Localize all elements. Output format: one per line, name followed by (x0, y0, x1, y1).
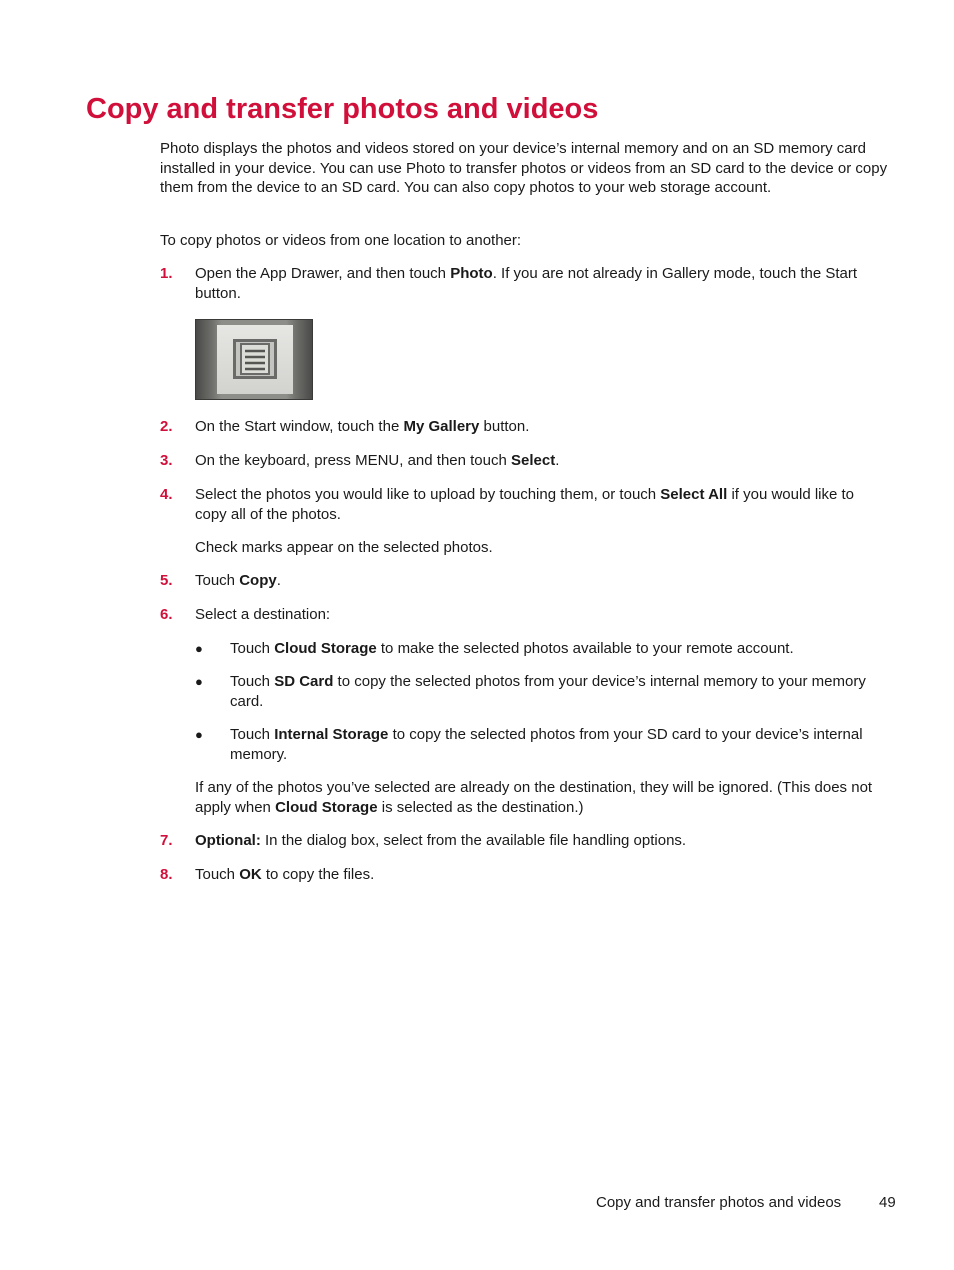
step-text: Open the App Drawer, and then touch Photo. If you are not already in Gallery mode, touch the Start button. (195, 265, 858, 302)
step-text: Optional: In the dialog box, select from the available file handling options. (195, 832, 687, 849)
step-number: 3. (160, 452, 173, 469)
step-number: 4. (160, 486, 173, 503)
step-4-note: Check marks appear on the selected photos. (195, 539, 493, 556)
step-text: Touch Copy. (195, 572, 281, 589)
step-text: Select the photos you would like to upload by touching them, or touch Select All if you would like to copy all of the photos. (195, 486, 855, 523)
step-text: Select a destination: (195, 606, 331, 623)
step-text: On the Start window, touch the My Gallery button. (195, 418, 530, 435)
destination-bullet-internal-storage (195, 725, 875, 764)
step-number: 5. (160, 572, 173, 589)
step-number: 1. (160, 265, 173, 282)
bullet-icon: ● (195, 674, 203, 689)
step-5 (160, 571, 880, 591)
step-text: On the keyboard, press MENU, and then touch Select. (195, 452, 560, 469)
destination-bullet-cloud-storage (195, 639, 875, 659)
lead-paragraph: To copy photos or videos from one location to another: (160, 232, 522, 249)
step-3 (160, 451, 880, 471)
start-button-face (217, 325, 293, 394)
step-4 (160, 485, 880, 524)
document-list-icon (233, 339, 277, 379)
step-number: 2. (160, 418, 173, 435)
destination-bullet-sd-card (195, 672, 875, 711)
step-6-note: If any of the photos you’ve selected are already on the destination, they will be ignored. (This does not apply when Cloud Storage is selected as the destination.) (195, 779, 873, 816)
step-text: Touch OK to copy the files. (195, 866, 375, 883)
intro-paragraph: Photo displays the photos and videos stored on your device’s internal memory and on an SD memory card installed in your device. You can use Photo to transfer photos or videos from an SD card to the device or copy them from the device to an SD card. You can also copy photos to your web storage account. (160, 140, 888, 196)
step-8 (160, 865, 880, 885)
step-2 (160, 417, 880, 437)
bullet-text: Touch SD Card to copy the selected photos from your device’s internal memory to your memory card. (230, 673, 866, 710)
footer-section-title: Copy and transfer photos and videos (596, 1194, 842, 1211)
step-6 (160, 605, 880, 625)
step-1 (160, 264, 880, 303)
start-button-image (195, 319, 313, 400)
bullet-text: Touch Cloud Storage to make the selected photos available to your remote account. (230, 640, 794, 657)
step-7 (160, 831, 880, 851)
footer-page-number: 49 (879, 1194, 896, 1211)
step-number: 8. (160, 866, 173, 883)
step-number: 7. (160, 832, 173, 849)
bullet-text: Touch Internal Storage to copy the selected photos from your SD card to your device’s internal memory. (230, 726, 863, 763)
page-title: Copy and transfer photos and videos (86, 93, 599, 125)
bullet-icon: ● (195, 727, 203, 742)
step-number: 6. (160, 606, 173, 623)
bullet-icon: ● (195, 641, 203, 656)
